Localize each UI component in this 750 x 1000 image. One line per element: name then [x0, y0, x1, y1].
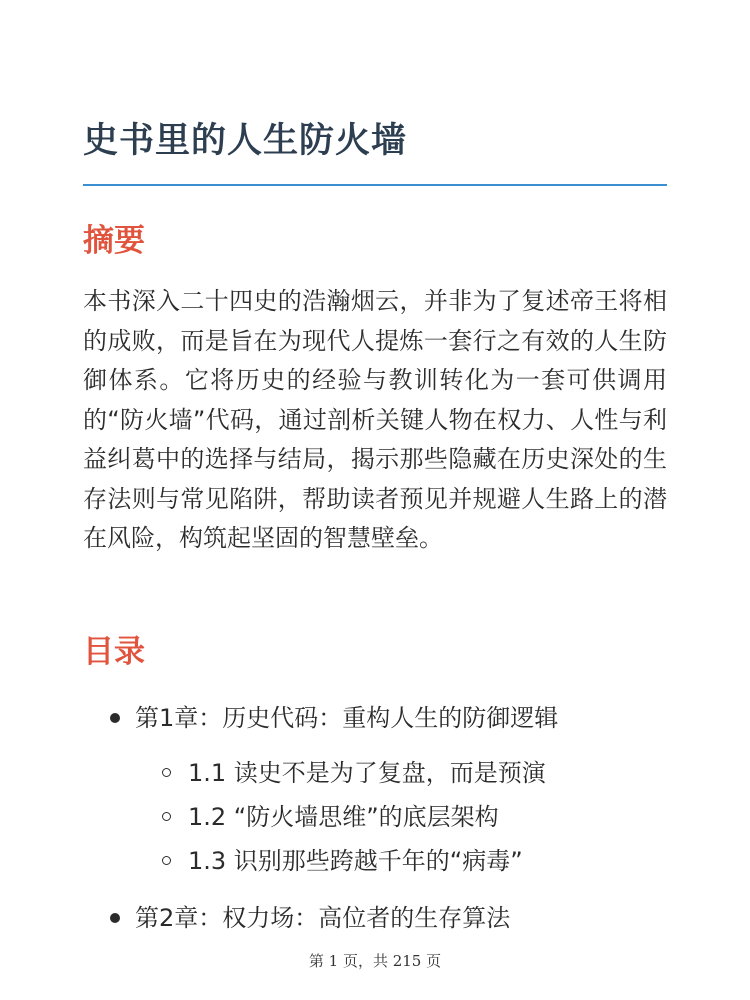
abstract-paragraph: 本书深入二十四史的浩瀚烟云，并非为了复述帝王将相的成败，而是旨在为现代人提炼一套行之有效的人生防御体系。它将历史的经验与教训转化为一套可供调用的“防火墙”代码，通过剖析关键人物在权力、人性与利益纠葛中的选择与结局，揭示那些隐藏在历史深处的生存法则与常见陷阱，帮助读者预见并规避人生路上的潜在风险，构筑起坚固的智慧壁垒。 [83, 287, 667, 552]
bullet-circle-icon [162, 856, 171, 865]
bullet-disc-icon [110, 913, 120, 923]
title-divider [83, 184, 667, 186]
toc-section-1-2[interactable]: 1.2 “防火墙思维”的底层架构 [188, 803, 499, 831]
document-title: 史书里的人生防火墙 [83, 121, 408, 161]
toc-section-1-1[interactable]: 1.1 读史不是为了复盘，而是预演 [188, 759, 546, 787]
page-number-footer: 第 1 页，共 215 页 [308, 952, 442, 970]
bullet-disc-icon [110, 713, 120, 723]
abstract-heading: 摘要 [83, 223, 145, 259]
toc-section-1-3[interactable]: 1.3 识别那些跨越千年的“病毒” [188, 847, 523, 875]
bullet-circle-icon [162, 812, 171, 821]
toc-heading: 目录 [83, 634, 145, 670]
toc-chapter-2[interactable]: 第2章：权力场：高位者的生存算法 [135, 904, 511, 932]
bullet-circle-icon [162, 768, 171, 777]
toc-chapter-1[interactable]: 第1章：历史代码：重构人生的防御逻辑 [135, 704, 559, 732]
